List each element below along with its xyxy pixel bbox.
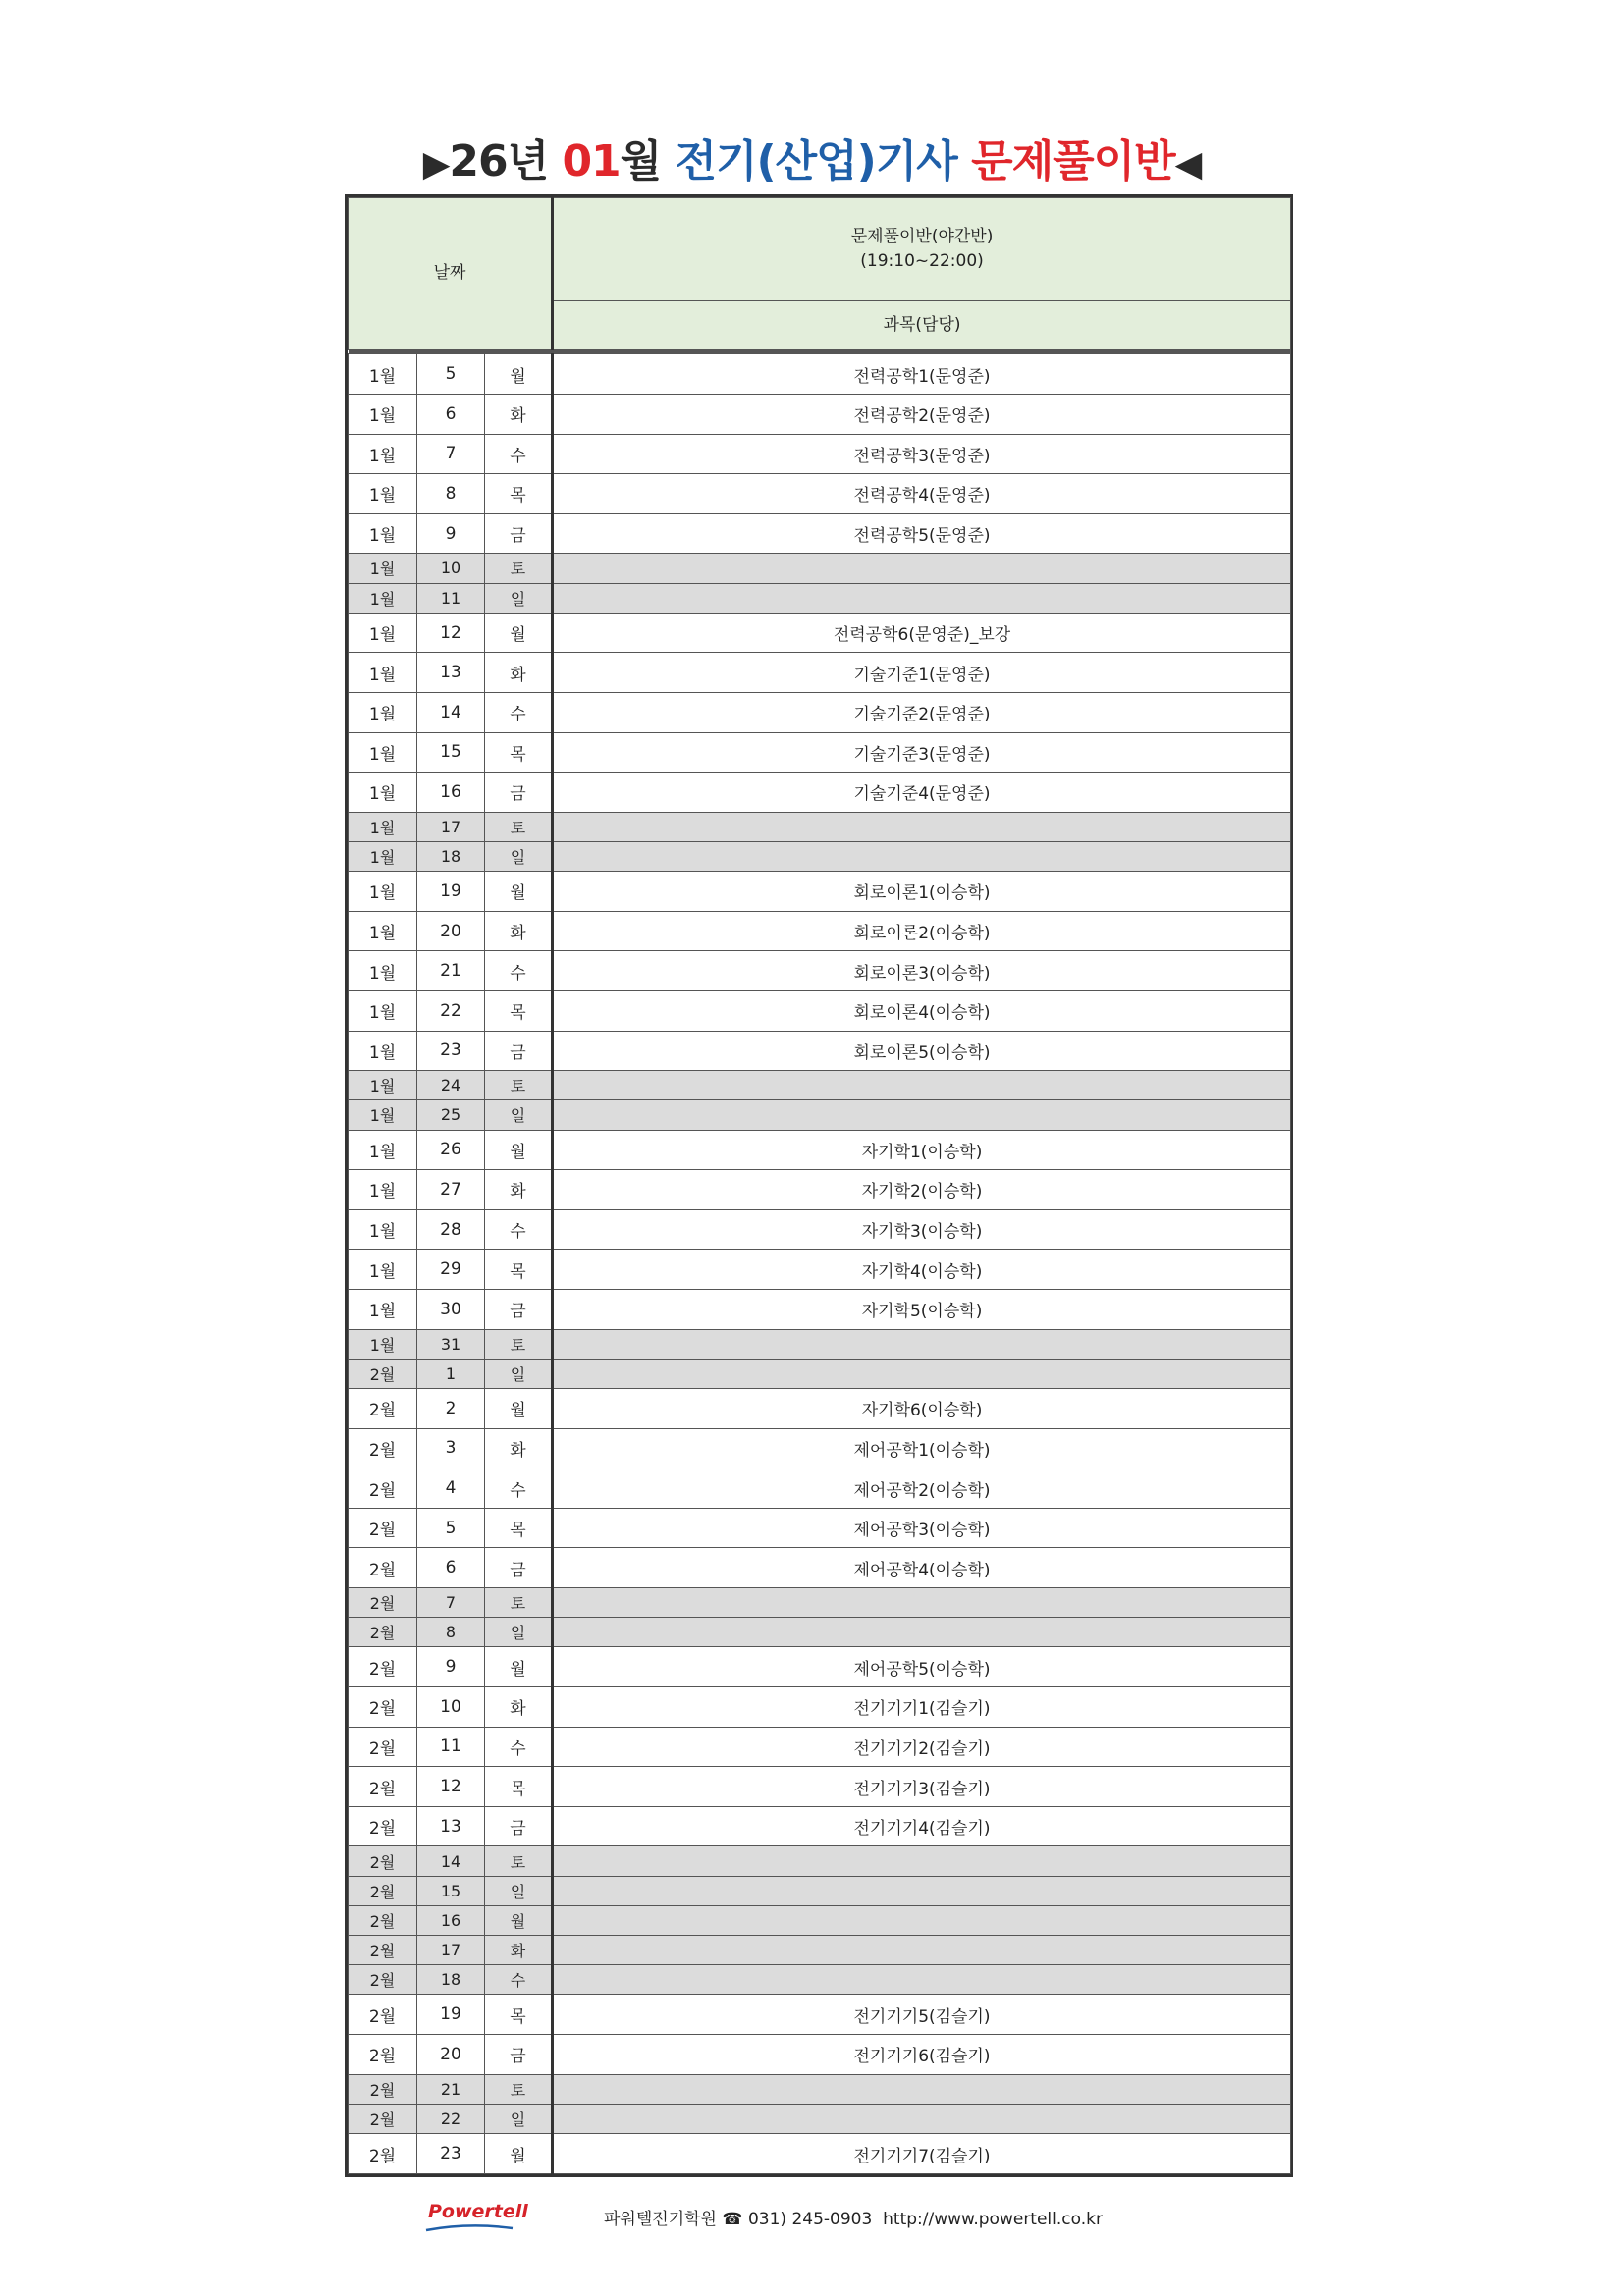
subject-cell — [553, 1905, 1291, 1935]
schedule-row — [349, 990, 1291, 1031]
weekday-cell: 수 — [485, 692, 553, 732]
weekday-cell: 금 — [485, 2035, 553, 2075]
subject-cell: 회로이론3(이승학) — [553, 951, 1291, 991]
schedule-row — [349, 394, 1291, 434]
subject-cell — [553, 1936, 1291, 1965]
month-cell: 1월 — [349, 951, 417, 991]
weekday-cell: 화 — [485, 911, 553, 951]
month-cell: 2월 — [349, 1468, 417, 1509]
day-cell: 5 — [417, 1508, 485, 1548]
schedule-row — [349, 1588, 1291, 1618]
month-cell: 1월 — [349, 354, 417, 395]
weekday-cell: 수 — [485, 1727, 553, 1767]
weekday-cell: 토 — [485, 1588, 553, 1618]
month-cell: 2월 — [349, 1876, 417, 1905]
subject-cell: 전기기기5(김슬기) — [553, 1995, 1291, 2035]
month-cell: 2월 — [349, 1806, 417, 1846]
subject-cell: 전력공학6(문영준)_보강 — [553, 613, 1291, 653]
subject-cell: 기술기준1(문영준) — [553, 653, 1291, 693]
month-cell: 1월 — [349, 1130, 417, 1170]
academy-name: 파워텔전기학원 — [604, 2210, 717, 2229]
weekday-cell: 월 — [485, 872, 553, 912]
schedule-row — [349, 872, 1291, 912]
day-cell: 11 — [417, 1727, 485, 1767]
day-cell: 20 — [417, 2035, 485, 2075]
schedule-row — [349, 554, 1291, 583]
day-cell: 10 — [417, 1687, 485, 1728]
page-title — [0, 126, 1624, 188]
day-cell: 6 — [417, 394, 485, 434]
weekday-cell: 수 — [485, 1468, 553, 1509]
subject-cell: 회로이론1(이승학) — [553, 872, 1291, 912]
day-cell: 12 — [417, 613, 485, 653]
right-arrow-icon: ▶ — [422, 144, 450, 185]
weekday-cell: 목 — [485, 1995, 553, 2035]
schedule-row — [349, 2035, 1291, 2075]
month-cell: 1월 — [349, 1290, 417, 1330]
month-cell: 2월 — [349, 1905, 417, 1935]
weekday-cell: 토 — [485, 554, 553, 583]
subject-cell: 전력공학5(문영준) — [553, 513, 1291, 554]
subject-cell — [553, 812, 1291, 841]
day-cell: 30 — [417, 1290, 485, 1330]
day-cell: 24 — [417, 1071, 485, 1100]
schedule-row — [349, 1031, 1291, 1071]
month-cell: 1월 — [349, 1071, 417, 1100]
weekday-cell: 금 — [485, 773, 553, 813]
subject-cell — [553, 1329, 1291, 1359]
day-cell: 17 — [417, 812, 485, 841]
subject-cell — [553, 1618, 1291, 1647]
subject-cell — [553, 1100, 1291, 1130]
subject-cell: 자기학1(이승학) — [553, 1130, 1291, 1170]
schedule-row — [349, 1767, 1291, 1807]
subject-cell: 전기기기3(김슬기) — [553, 1767, 1291, 1807]
month-cell: 1월 — [349, 773, 417, 813]
schedule-row — [349, 1548, 1291, 1588]
schedule-row — [349, 951, 1291, 991]
weekday-cell: 월 — [485, 1647, 553, 1687]
month-cell: 1월 — [349, 1209, 417, 1250]
schedule-row — [349, 513, 1291, 554]
subject-cell: 회로이론2(이승학) — [553, 911, 1291, 951]
month-cell: 2월 — [349, 1767, 417, 1807]
day-cell: 22 — [417, 990, 485, 1031]
weekday-cell: 월 — [485, 1389, 553, 1429]
day-cell: 6 — [417, 1548, 485, 1588]
day-cell: 8 — [417, 1618, 485, 1647]
day-cell: 7 — [417, 1588, 485, 1618]
schedule-row — [349, 1428, 1291, 1468]
footer-contact — [604, 2205, 1103, 2229]
schedule-table — [348, 197, 1291, 2174]
title-month-unit: 월 — [620, 136, 662, 187]
schedule-sheet — [345, 194, 1293, 2177]
schedule-row — [349, 911, 1291, 951]
weekday-cell: 일 — [485, 1618, 553, 1647]
day-cell: 17 — [417, 1936, 485, 1965]
weekday-cell: 토 — [485, 812, 553, 841]
month-cell: 2월 — [349, 1588, 417, 1618]
day-cell: 3 — [417, 1428, 485, 1468]
schedule-row — [349, 773, 1291, 813]
day-cell: 28 — [417, 1209, 485, 1250]
schedule-row — [349, 1250, 1291, 1290]
weekday-cell: 토 — [485, 1071, 553, 1100]
month-cell: 2월 — [349, 1508, 417, 1548]
month-cell: 1월 — [349, 990, 417, 1031]
schedule-row — [349, 653, 1291, 693]
weekday-cell: 화 — [485, 1936, 553, 1965]
phone-number: 031) 245-0903 — [747, 2210, 873, 2229]
day-cell: 20 — [417, 911, 485, 951]
month-cell: 1월 — [349, 812, 417, 841]
day-cell: 14 — [417, 1846, 485, 1876]
day-cell: 27 — [417, 1170, 485, 1210]
month-cell: 1월 — [349, 872, 417, 912]
month-cell: 2월 — [349, 2074, 417, 2104]
schedule-row — [349, 1687, 1291, 1728]
weekday-cell: 화 — [485, 1428, 553, 1468]
month-cell: 1월 — [349, 434, 417, 474]
subject-cell: 전기기기4(김슬기) — [553, 1806, 1291, 1846]
month-cell: 2월 — [349, 1647, 417, 1687]
weekday-cell: 화 — [485, 653, 553, 693]
weekday-cell: 금 — [485, 1806, 553, 1846]
subject-cell: 기술기준3(문영준) — [553, 732, 1291, 773]
subject-cell — [553, 1876, 1291, 1905]
session-title: 문제풀이반(야간반) — [850, 226, 994, 246]
schedule-row — [349, 434, 1291, 474]
title-course: 전기(산업)기사 — [675, 136, 957, 187]
schedule-row — [349, 1647, 1291, 1687]
weekday-cell: 월 — [485, 613, 553, 653]
schedule-row — [349, 1876, 1291, 1905]
weekday-cell: 금 — [485, 513, 553, 554]
weekday-cell: 금 — [485, 1031, 553, 1071]
day-cell: 14 — [417, 692, 485, 732]
weekday-cell: 목 — [485, 990, 553, 1031]
month-cell: 2월 — [349, 2134, 417, 2174]
month-cell: 1월 — [349, 692, 417, 732]
schedule-row — [349, 1846, 1291, 1876]
day-cell: 19 — [417, 1995, 485, 2035]
month-cell: 1월 — [349, 732, 417, 773]
weekday-cell: 월 — [485, 354, 553, 395]
weekday-cell: 목 — [485, 732, 553, 773]
weekday-cell: 목 — [485, 1767, 553, 1807]
day-cell: 4 — [417, 1468, 485, 1509]
day-cell: 15 — [417, 732, 485, 773]
schedule-row — [349, 1359, 1291, 1388]
month-cell: 1월 — [349, 554, 417, 583]
schedule-row — [349, 1727, 1291, 1767]
weekday-cell: 금 — [485, 1290, 553, 1330]
schedule-row — [349, 1936, 1291, 1965]
day-cell: 8 — [417, 474, 485, 514]
day-cell: 2 — [417, 1389, 485, 1429]
day-cell: 9 — [417, 1647, 485, 1687]
day-cell: 16 — [417, 773, 485, 813]
day-cell: 31 — [417, 1329, 485, 1359]
schedule-row — [349, 583, 1291, 613]
subject-cell: 전력공학2(문영준) — [553, 394, 1291, 434]
schedule-row — [349, 812, 1291, 841]
schedule-row — [349, 1209, 1291, 1250]
month-cell: 1월 — [349, 513, 417, 554]
subject-cell — [553, 1965, 1291, 1995]
schedule-row — [349, 1618, 1291, 1647]
month-cell: 1월 — [349, 613, 417, 653]
phone-icon: ☎ — [722, 2210, 743, 2229]
subject-cell: 전기기기1(김슬기) — [553, 1687, 1291, 1728]
subject-cell: 자기학3(이승학) — [553, 1209, 1291, 1250]
subject-cell: 제어공학3(이승학) — [553, 1508, 1291, 1548]
subject-cell: 전력공학4(문영준) — [553, 474, 1291, 514]
day-cell: 21 — [417, 2074, 485, 2104]
website-link[interactable]: http://www.powertell.co.kr — [883, 2210, 1103, 2229]
day-cell: 12 — [417, 1767, 485, 1807]
month-cell: 1월 — [349, 1329, 417, 1359]
day-cell: 21 — [417, 951, 485, 991]
date-header: 날짜 — [349, 198, 553, 350]
weekday-cell: 화 — [485, 394, 553, 434]
schedule-row — [349, 1995, 1291, 2035]
weekday-cell: 금 — [485, 1548, 553, 1588]
day-cell: 10 — [417, 554, 485, 583]
subject-cell: 제어공학5(이승학) — [553, 1647, 1291, 1687]
day-cell: 1 — [417, 1359, 485, 1388]
month-cell: 1월 — [349, 911, 417, 951]
day-cell: 13 — [417, 1806, 485, 1846]
weekday-cell: 목 — [485, 474, 553, 514]
day-cell: 29 — [417, 1250, 485, 1290]
day-cell: 11 — [417, 583, 485, 613]
schedule-row — [349, 1329, 1291, 1359]
schedule-row — [349, 2074, 1291, 2104]
schedule-row — [349, 2104, 1291, 2133]
month-cell: 1월 — [349, 1100, 417, 1130]
session-time: (19:10~22:00) — [860, 251, 984, 272]
month-cell: 1월 — [349, 474, 417, 514]
weekday-cell: 월 — [485, 1130, 553, 1170]
schedule-row — [349, 841, 1291, 871]
month-cell: 1월 — [349, 1031, 417, 1071]
subject-cell — [553, 583, 1291, 613]
logo-swoosh-icon — [424, 2224, 514, 2232]
schedule-row — [349, 732, 1291, 773]
schedule-row — [349, 2134, 1291, 2174]
subject-cell — [553, 1071, 1291, 1100]
subject-cell: 전력공학1(문영준) — [553, 354, 1291, 395]
weekday-cell: 일 — [485, 1876, 553, 1905]
day-cell: 18 — [417, 1965, 485, 1995]
schedule-row — [349, 1170, 1291, 1210]
subject-cell — [553, 2104, 1291, 2133]
weekday-cell: 수 — [485, 1209, 553, 1250]
weekday-cell: 목 — [485, 1250, 553, 1290]
weekday-cell: 일 — [485, 1359, 553, 1388]
day-cell: 23 — [417, 1031, 485, 1071]
subject-cell: 전기기기6(김슬기) — [553, 2035, 1291, 2075]
subject-cell: 자기학6(이승학) — [553, 1389, 1291, 1429]
subject-cell: 자기학5(이승학) — [553, 1290, 1291, 1330]
schedule-row — [349, 1100, 1291, 1130]
subject-cell — [553, 2074, 1291, 2104]
subject-cell: 자기학2(이승학) — [553, 1170, 1291, 1210]
month-cell: 1월 — [349, 1250, 417, 1290]
subject-cell: 회로이론5(이승학) — [553, 1031, 1291, 1071]
schedule-row — [349, 1468, 1291, 1509]
weekday-cell: 월 — [485, 1905, 553, 1935]
subject-cell: 자기학4(이승학) — [553, 1250, 1291, 1290]
month-cell: 2월 — [349, 1936, 417, 1965]
subject-cell: 제어공학1(이승학) — [553, 1428, 1291, 1468]
weekday-cell: 일 — [485, 1100, 553, 1130]
weekday-cell: 일 — [485, 583, 553, 613]
day-cell: 26 — [417, 1130, 485, 1170]
subject-cell: 제어공학4(이승학) — [553, 1548, 1291, 1588]
subject-cell: 전기기기7(김슬기) — [553, 2134, 1291, 2174]
month-cell: 2월 — [349, 1846, 417, 1876]
subject-cell — [553, 841, 1291, 871]
month-cell: 2월 — [349, 2035, 417, 2075]
weekday-cell: 수 — [485, 1965, 553, 1995]
schedule-row — [349, 692, 1291, 732]
month-cell: 2월 — [349, 1359, 417, 1388]
title-class-name: 문제풀이반 — [971, 136, 1175, 187]
powertell-logo — [428, 2201, 528, 2222]
day-cell: 22 — [417, 2104, 485, 2133]
subject-cell: 전기기기2(김슬기) — [553, 1727, 1291, 1767]
left-arrow-icon: ◀ — [1174, 144, 1202, 185]
subject-cell — [553, 1359, 1291, 1388]
schedule-row — [349, 1290, 1291, 1330]
month-cell: 2월 — [349, 1727, 417, 1767]
subject-cell: 기술기준2(문영준) — [553, 692, 1291, 732]
title-year: 26년 — [449, 136, 549, 187]
weekday-cell: 수 — [485, 951, 553, 991]
month-cell: 2월 — [349, 1548, 417, 1588]
day-cell: 9 — [417, 513, 485, 554]
schedule-row — [349, 1905, 1291, 1935]
weekday-cell: 토 — [485, 2074, 553, 2104]
subject-header: 과목(담당) — [553, 301, 1291, 350]
month-cell: 2월 — [349, 1428, 417, 1468]
month-cell: 2월 — [349, 1618, 417, 1647]
weekday-cell: 토 — [485, 1329, 553, 1359]
schedule-row — [349, 354, 1291, 395]
month-cell: 2월 — [349, 1687, 417, 1728]
weekday-cell: 일 — [485, 841, 553, 871]
subject-cell: 전력공학3(문영준) — [553, 434, 1291, 474]
month-cell: 1월 — [349, 394, 417, 434]
session-header — [553, 198, 1291, 301]
day-cell: 5 — [417, 354, 485, 395]
day-cell: 13 — [417, 653, 485, 693]
weekday-cell: 화 — [485, 1170, 553, 1210]
day-cell: 7 — [417, 434, 485, 474]
title-month-number: 01 — [562, 136, 621, 187]
subject-cell — [553, 1588, 1291, 1618]
month-cell: 1월 — [349, 583, 417, 613]
day-cell: 19 — [417, 872, 485, 912]
subject-cell — [553, 554, 1291, 583]
month-cell: 1월 — [349, 653, 417, 693]
schedule-row — [349, 1389, 1291, 1429]
weekday-cell: 월 — [485, 2134, 553, 2174]
schedule-row — [349, 1806, 1291, 1846]
schedule-row — [349, 613, 1291, 653]
weekday-cell: 수 — [485, 434, 553, 474]
weekday-cell: 목 — [485, 1508, 553, 1548]
day-cell: 15 — [417, 1876, 485, 1905]
schedule-row — [349, 1508, 1291, 1548]
schedule-row — [349, 1130, 1291, 1170]
logo-text: Powertell — [428, 2201, 528, 2222]
month-cell: 2월 — [349, 1965, 417, 1995]
subject-cell — [553, 1846, 1291, 1876]
day-cell: 18 — [417, 841, 485, 871]
subject-cell: 기술기준4(문영준) — [553, 773, 1291, 813]
subject-cell: 제어공학2(이승학) — [553, 1468, 1291, 1509]
weekday-cell: 토 — [485, 1846, 553, 1876]
day-cell: 16 — [417, 1905, 485, 1935]
day-cell: 23 — [417, 2134, 485, 2174]
weekday-cell: 일 — [485, 2104, 553, 2133]
month-cell: 1월 — [349, 1170, 417, 1210]
month-cell: 1월 — [349, 841, 417, 871]
schedule-row — [349, 1071, 1291, 1100]
schedule-row — [349, 1965, 1291, 1995]
month-cell: 2월 — [349, 1389, 417, 1429]
weekday-cell: 화 — [485, 1687, 553, 1728]
schedule-row — [349, 474, 1291, 514]
month-cell: 2월 — [349, 1995, 417, 2035]
day-cell: 25 — [417, 1100, 485, 1130]
subject-cell: 회로이론4(이승학) — [553, 990, 1291, 1031]
month-cell: 2월 — [349, 2104, 417, 2133]
